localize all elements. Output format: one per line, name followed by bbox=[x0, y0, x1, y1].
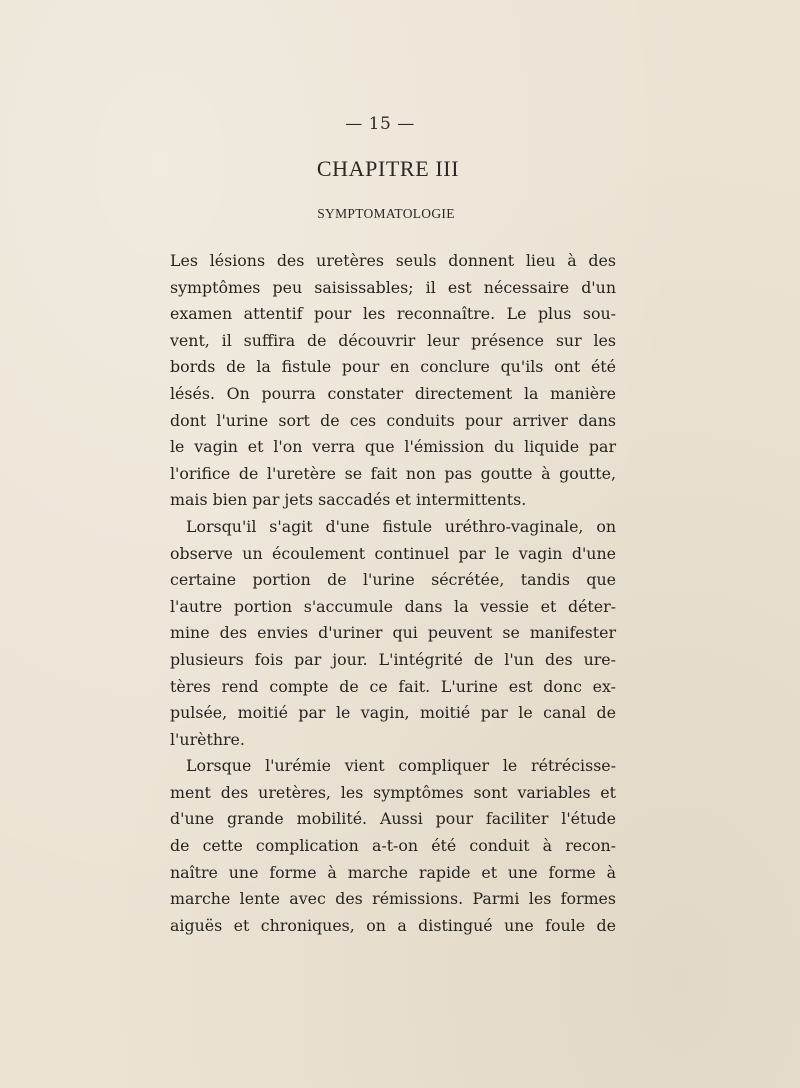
page-number: — 15 — bbox=[345, 114, 415, 134]
text-line: d'une grande mobilité. Aussi pour faciliter l'étude bbox=[170, 809, 616, 829]
text-line: examen attentif pour les reconnaître. Le plus sou- bbox=[170, 304, 616, 324]
text-line: Les lésions des uretères seuls donnent lieu à des bbox=[170, 251, 616, 270]
section-title: SYMPTOMATOLOGIE bbox=[317, 206, 455, 221]
text-line: symptômes peu saisissables; il est nécessaire d'un bbox=[170, 277, 616, 297]
text-line: l'orifice de l'uretère se fait non pas goutte à goutte, bbox=[170, 463, 616, 483]
text-line: ment des uretères, les symptômes sont variables et bbox=[170, 782, 616, 802]
text-line: observe un écoulement continuel par le vagin d'une bbox=[170, 543, 616, 563]
text-line: lésés. On pourra constater directement la manière bbox=[170, 383, 616, 403]
chapter-title: CHAPITRE III bbox=[316, 156, 460, 181]
text-line: mais bien par jets saccadés et intermittents. bbox=[170, 490, 527, 510]
body-text bbox=[170, 248, 616, 939]
text-line: Lorsque l'urémie vient compliquer le rétrécisse- bbox=[186, 756, 616, 776]
text-line: le vagin et l'on verra que l'émission du liquide par bbox=[170, 437, 616, 457]
text-line: plusieurs fois par jour. L'intégrité de l'un des ure- bbox=[170, 649, 616, 669]
text-line: naître une forme à marche rapide et une forme à bbox=[170, 862, 616, 882]
text-line: tères rend compte de ce fait. L'urine est donc ex- bbox=[170, 676, 616, 696]
text-line: l'autre portion s'accumule dans la vessie et déter- bbox=[170, 596, 616, 616]
text-line: Lorsqu'il s'agit d'une fistule uréthro-vaginale, on bbox=[186, 516, 616, 536]
text-line: vent, il suffira de découvrir leur présence sur les bbox=[170, 330, 616, 350]
text-line: marche lente avec des rémissions. Parmi les formes bbox=[170, 889, 616, 909]
text-line: certaine portion de l'urine sécrétée, tandis que bbox=[170, 570, 616, 590]
text-line: aiguës et chroniques, on a distingué une foule de bbox=[170, 915, 616, 935]
text-line: de cette complication a-t-on été conduit à recon- bbox=[170, 836, 616, 856]
text-line: dont l'urine sort de ces conduits pour arriver dans bbox=[170, 410, 616, 430]
text-line: mine des envies d'uriner qui peuvent se manifester bbox=[170, 623, 616, 643]
text-line: pulsée, moitié par le vagin, moitié par le canal de bbox=[170, 703, 616, 723]
text-line: bords de la fistule pour en conclure qu'ils ont été bbox=[170, 357, 616, 377]
text-line: l'urèthre. bbox=[170, 729, 245, 749]
